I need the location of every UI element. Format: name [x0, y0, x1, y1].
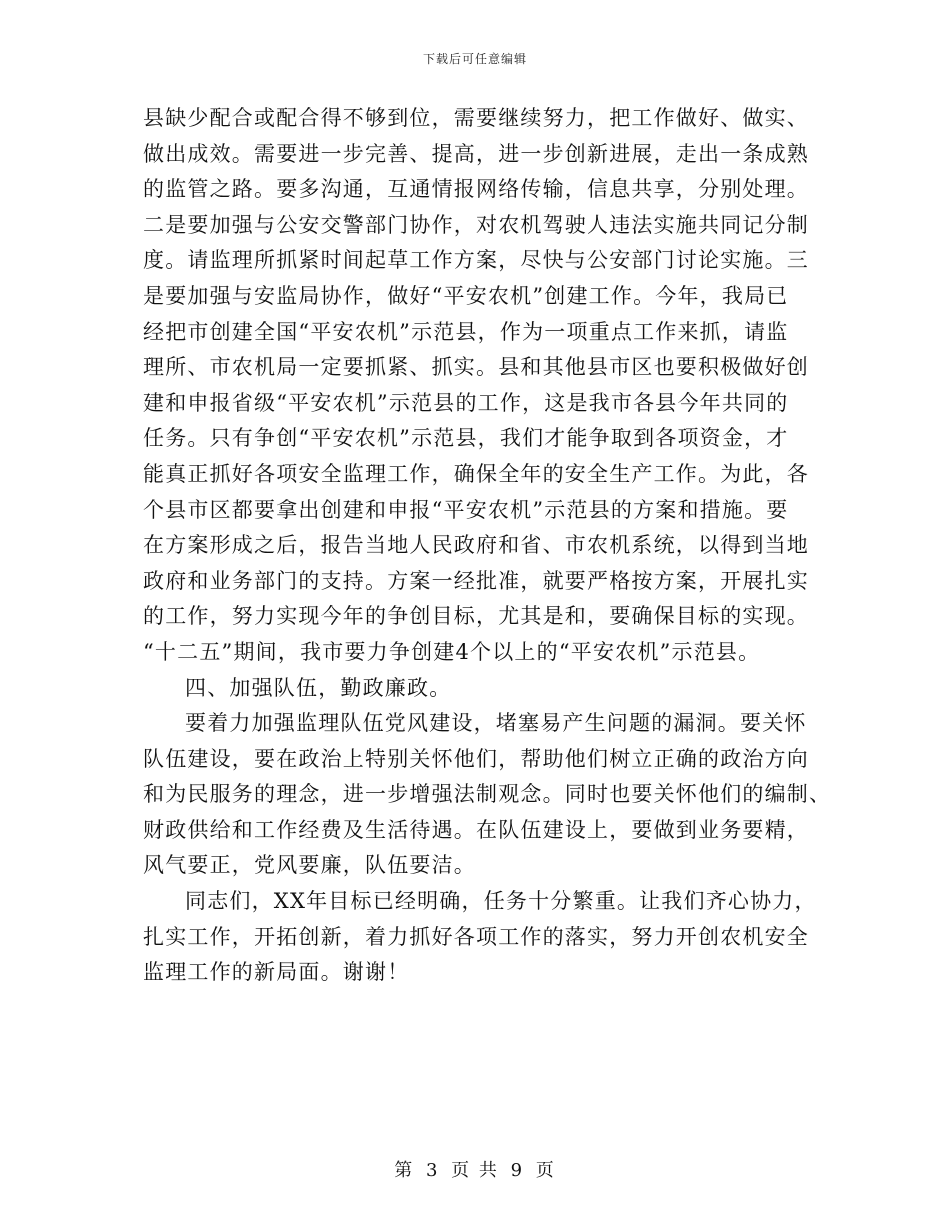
text-line: 要着力加强监理队伍党风建设，堵塞易产生问题的漏洞。要关怀 — [185, 711, 807, 736]
total-page-count: 9 — [510, 1160, 525, 1181]
current-page-number: 3 — [425, 1160, 440, 1181]
text-line: 的工作，努力实现今年的争创目标，尤其是和，要确保目标的实现。 — [143, 604, 809, 629]
text-line: “十二五”期间，我市要力争创建4个以上的“平安农机”示范县。 — [143, 639, 761, 664]
text-line: 度。请监理所抓紧时间起草工作方案，尽快与公安部门讨论实施。三 — [143, 248, 809, 273]
footer-suffix: 页 — [535, 1160, 556, 1181]
heading-line: 四、加强队伍，勤政廉政。 — [185, 675, 452, 700]
paragraph-3 — [143, 884, 817, 991]
text-line: 做出成效。需要进一步完善、提高，进一步创新进展，走出一条成熟 — [143, 141, 809, 166]
footer-middle: 页 共 — [451, 1160, 499, 1181]
paragraph-1 — [143, 101, 809, 671]
text-line: 风气要正，党风要廉，队伍要洁。 — [143, 853, 476, 878]
text-line: 能真正抓好各项安全监理工作，确保全年的安全生产工作。为此，各 — [143, 461, 809, 486]
text-line: 个县市区都要拿出创建和申报“平安农机”示范县的方案和措施。要 — [143, 497, 789, 522]
text-line: 县缺少配合或配合得不够到位，需要继续努力，把工作做好、做实、 — [143, 106, 809, 130]
text-line: 和为民服务的理念，进一步增强法制观念。同时也要关怀他们的编制、 — [143, 782, 832, 807]
text-line: 任务。只有争创“平安农机”示范县，我们才能争取到各项资金，才 — [143, 426, 789, 451]
text-line: 的监管之路。要多沟通，互通情报网络传输，信息共享，分别处理。 — [143, 177, 809, 202]
text-line: 财政供给和工作经费及生活待遇。在队伍建设上，要做到业务要精， — [143, 817, 809, 842]
paragraph-2 — [143, 706, 832, 884]
text-line: 理所、市农机局一定要抓紧、抓实。县和其他县市区也要积极做好创 — [143, 355, 809, 380]
text-line: 是要加强与安监局协作，做好“平安农机”创建工作。今年，我局已 — [143, 283, 789, 308]
page-footer — [0, 1156, 950, 1182]
page-header: 下载后可任意编辑 — [422, 52, 527, 66]
text-line: 建和申报省级“平安农机”示范县的工作，这是我市各县今年共同的 — [143, 390, 789, 415]
section-heading — [143, 671, 803, 707]
text-line: 二是要加强与公安交警部门协作，对农机驾驶人违法实施共同记分制 — [143, 212, 809, 237]
text-line: 监理工作的新局面。谢谢！ — [143, 960, 410, 985]
text-line: 同志们，XX年目标已经明确，任务十分繁重。让我们齐心协力， — [185, 889, 817, 914]
text-line: 在方案形成之后，报告当地人民政府和省、市农机系统，以得到当地 — [143, 533, 809, 558]
text-line: 政府和业务部门的支持。方案一经批准，就要严格按方案，开展扎实 — [143, 568, 809, 593]
text-line: 经把市创建全国“平安农机”示范县，作为一项重点工作来抓，请监 — [143, 319, 789, 344]
text-line: 扎实工作，开拓创新，着力抓好各项工作的落实，努力开创农机安全 — [143, 924, 809, 949]
text-line: 队伍建设，要在政治上特别关怀他们，帮助他们树立正确的政治方向 — [143, 746, 809, 771]
document-body — [143, 101, 832, 991]
footer-prefix: 第 — [394, 1160, 415, 1181]
